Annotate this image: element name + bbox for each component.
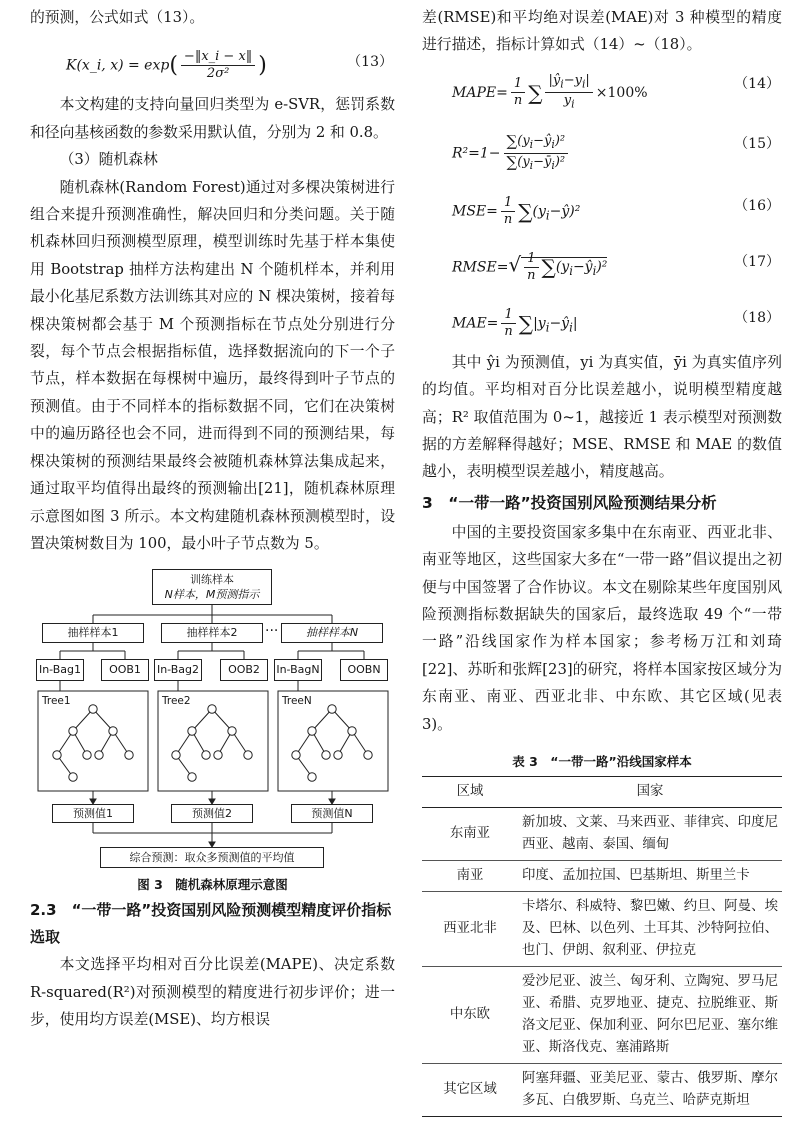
eq14-name: MAPE [452, 84, 497, 101]
oob-box-1: OOB1 [101, 659, 149, 681]
countries-cell: 爱沙尼亚、波兰、匈牙利、立陶宛、罗马尼亚、希腊、克罗地亚、捷克、拉脱维亚、斯洛文尼亚、保加利亚、阿尔巴尼亚、塞尔维亚、斯洛伐克、塞浦路斯 [518, 967, 782, 1064]
tree-node [322, 751, 330, 759]
diagram-lines [30, 563, 395, 893]
tree-node [95, 751, 103, 759]
equation-17: RMSE=√ $\frac{1}{n}$ $\sum(y_i-ŷ_i)^2$ （17） [452, 250, 780, 283]
random-forest-diagram [30, 563, 395, 893]
prediction-box-2: 预测值2 [171, 804, 253, 823]
tree-node [328, 705, 336, 713]
region-cell: 东南亚 [422, 808, 518, 861]
tree-node [83, 751, 91, 759]
region-cell: 其它区域 [422, 1064, 518, 1117]
table-header-row [422, 777, 782, 808]
countries-cell: 印度、孟加拉国、巴基斯坦、斯里兰卡 [518, 861, 782, 892]
oob-box-2: OOB2 [220, 659, 268, 681]
tree-label-n: TreeN [282, 695, 312, 708]
table-row [422, 967, 782, 1064]
eq18-name: MAE [452, 315, 487, 332]
equation-14: MAPE= $\frac{1}{n}$ ∑ $\frac{|ŷ_i-y_i|}{y_i}$ ×100% （14） [452, 72, 780, 111]
tree-node [348, 727, 356, 735]
paragraph-svr: 本文构建的支持向量回归类型为 e-SVR，惩罚系数和径向基核函数的参数采用默认值，分别为 2 和 0.8。 [30, 96, 395, 141]
tree-node [228, 727, 236, 735]
paragraph-metrics-intro: 本文选择平均相对百分比误差(MAPE)、决定系数 R-squared(R²)对预测模型的精度进行初步评价；进一步，使用均方误差(MSE)、均方根误 [30, 956, 395, 1029]
tree-node [188, 727, 196, 735]
tree-node [109, 727, 117, 735]
inbag-box-n: In-BagN [274, 659, 322, 681]
country-sample-table [422, 776, 782, 1117]
eq15-number: （15） [734, 135, 780, 152]
table-row [422, 892, 782, 967]
tree-node [69, 727, 77, 735]
section-heading-3: 3 “一带一路”投资国别风险预测结果分析 [422, 493, 717, 512]
tree-node [69, 773, 77, 781]
training-sample-subtitle: N样本，M预测指示 [164, 588, 260, 602]
training-sample-title: 训练样本 [190, 573, 234, 587]
tree-node [308, 773, 316, 781]
inbag-box-2: In-Bag2 [154, 659, 202, 681]
paragraph-metric-explanation: 其中 ŷi 为预测值，yi 为真实值，ȳi 为真实值序列的均值。平均相对百分比误差越小，说明模型精度越高；R² 取值范围为 0~1，越接近 1 表示模型对预测数据的方差解释得越好；MSE、RMSE 和 MAE 的数值越小，表明模型误差越小，精度越高。 [422, 353, 782, 481]
sample-box-n: 抽样样本N [281, 623, 383, 643]
heading-random-forest: （3）随机森林 [59, 151, 158, 169]
tree-node [244, 751, 252, 759]
oob-box-n: OOBN [340, 659, 388, 681]
tree-label-1: Tree1 [42, 695, 71, 708]
prediction-box-1: 预测值1 [52, 804, 134, 823]
paragraph-sample-countries: 中国的主要投资国家多集中在东南亚、西亚北非、南亚等地区，这些国家大多在“一带一路”倡议提出之初便与中国签署了合作协议。本文在剔除某些年度国别风险预测指标数据缺失的国家后，最终选取 49 个“一带一路”沿线国家作为样本国家；参考杨万江和刘琦[22]、苏昕和张辉[23]的研究，将样本国家按区域分为东南亚、南亚、西亚北非、中东欧、其它区域(见表 3)。 [422, 523, 782, 733]
left-column [30, 0, 395, 1034]
sample-box-1: 抽样样本1 [42, 623, 144, 643]
equation-16: MSE= $\frac{1}{n}$ $\sum(y_i-ŷ)^2$ （16） [452, 194, 780, 227]
paragraph-top-left: 的预测，公式如式（13）。 [30, 9, 205, 26]
tree-node [202, 751, 210, 759]
tree-node [308, 727, 316, 735]
region-cell: 中东欧 [422, 967, 518, 1064]
tree-label-2: Tree2 [162, 695, 191, 708]
inbag-box-1: In-Bag1 [36, 659, 84, 681]
tree-node [172, 751, 180, 759]
eq18-number: （18） [734, 309, 780, 326]
tree-node [364, 751, 372, 759]
table-row [422, 1064, 782, 1117]
eq17-name: RMSE [452, 259, 497, 276]
eq14-number: （14） [734, 75, 780, 92]
sample-box-2: 抽样样本2 [161, 623, 263, 643]
eq13-den: 2σ² [206, 66, 230, 82]
table-row [422, 861, 782, 892]
training-sample-box [152, 569, 272, 605]
eq16-number: （16） [734, 197, 780, 214]
table-header-region: 区域 [422, 777, 518, 808]
tree-node [188, 773, 196, 781]
paragraph-top-right: 差(RMSE)和平均绝对误差(MAE)对 3 种模型的精度进行描述，指标计算如式（14）~（18）。 [422, 9, 782, 54]
section-heading-2-3: 2.3 “一带一路”投资国别风险预测模型精度评价指标选取 [30, 901, 392, 947]
region-cell: 南亚 [422, 861, 518, 892]
table-header-countries: 国家 [518, 777, 782, 808]
tree-node [208, 705, 216, 713]
tree-node [334, 751, 342, 759]
tree-node [125, 751, 133, 759]
countries-cell: 卡塔尔、科威特、黎巴嫩、约旦、阿曼、埃及、巴林、以色列、土耳其、沙特阿拉伯、也门、伊朗、叙利亚、伊拉克 [518, 892, 782, 967]
region-cell: 西亚北非 [422, 892, 518, 967]
table-caption: 表 3 “一带一路”沿线国家样本 [512, 754, 692, 770]
eq13-num: −‖x_i − x‖ [181, 49, 255, 66]
final-prediction-box: 综合预测：取众多预测值的平均值 [100, 847, 324, 868]
prediction-box-n: 预测值N [291, 804, 373, 823]
tree-node [53, 751, 61, 759]
equation-15: R²=1− $\frac{\sum(y_i-ŷ_i)^2}{\sum(y_i-ȳ_i)^2}$ （15） [452, 131, 780, 172]
eq17-number: （17） [734, 253, 780, 270]
tree-node [292, 751, 300, 759]
paragraph-random-forest: 随机森林(Random Forest)通过对多棵决策树进行组合来提升预测准确性，解决回归和分类问题。关于随机森林回归预测模型原理，模型训练时先基于样本集使用 Bootstrap 抽样方法构建出 N 个随机样本，并利用最小化基尼系数方法训练其对应的 N 棵决策树，接着每棵决策树都会基于 M 个预测指标在节点处分别进行分裂，每个节点会根据指标值，选择数据流向的下一个子节点，样本数据在每棵树中遍历，最终得到叶子节点的预测值。由于不同样本的指标数据不同，它们在决策树中的遍历路径也会不同，进而得到不同的预测结果，每棵决策树的预测结果最终会被随机森林算法集成起来，通过取平均值得出最终的预测输出[21]，随机森林原理示意图如图 3 所示。本文构建随机森林预测模型时，设置决策树数目为 100，最小叶子节点数为 5。 [30, 178, 395, 552]
equation-18: MAE= $\frac{1}{n}$ $\sum|y_i-ŷ_i|$ （18） [452, 306, 780, 339]
right-column [422, 0, 782, 1117]
eq13-lhs: K(x_i, x) = exp [66, 57, 170, 74]
countries-cell: 新加坡、文莱、马来西亚、菲律宾、印度尼西亚、越南、泰国、缅甸 [518, 808, 782, 861]
ellipsis: ··· [265, 623, 279, 640]
equation-13: K(x_i, x) = exp( $\frac{-‖x\_i - x‖}{\text{2σ²}}$ ) （13） [66, 49, 393, 82]
eq13-number: （13） [347, 54, 393, 71]
tree-node [214, 751, 222, 759]
eq16-name: MSE [452, 203, 487, 220]
eq15-name: R² [452, 145, 469, 162]
tree-node [89, 705, 97, 713]
countries-cell: 阿塞拜疆、亚美尼亚、蒙古、俄罗斯、摩尔多瓦、白俄罗斯、乌克兰、哈萨克斯坦 [518, 1064, 782, 1117]
table-row [422, 808, 782, 861]
figure-caption: 图 3 随机森林原理示意图 [137, 877, 288, 893]
